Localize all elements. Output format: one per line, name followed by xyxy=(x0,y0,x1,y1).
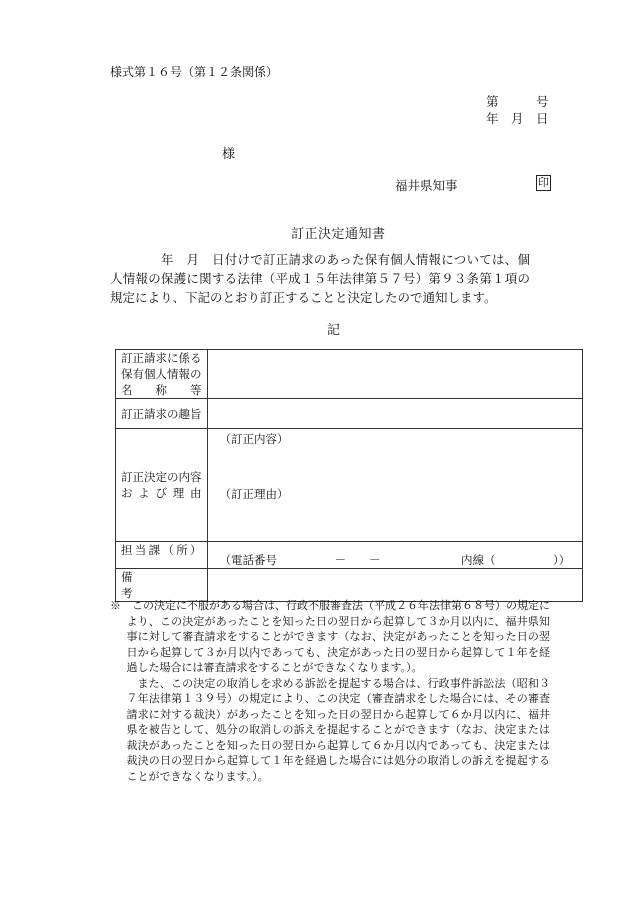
decision-content-label: 訂正決定の内容および理由 xyxy=(116,429,208,542)
note-appeal: ※ この決定に不服がある場合は、行政不服審査法（平成２６年法律第６８号）の規定により、この決定があったことを知った日の翌日から起算して３か月以内に、福井県知事に対して審査請求をすることができます（なお、決定があったことを知った日の翌日から起算して３か月以内であっても、決定があった日の翌日から起算して１年を経過した場合には審査請求をすることができなくなります。）。 xyxy=(110,599,550,674)
table-row xyxy=(116,350,583,399)
document-title: 訂正決定通知書 xyxy=(291,227,386,242)
body-paragraph: 年 月 日付けで訂正請求のあった保有個人情報については、個人情報の保護に関する法律（平成１５年法律第５７号）第９３条第１項の規定により、下記のとおり訂正することと決定したので通知します。 xyxy=(110,252,530,305)
recipient-honorific: 様 xyxy=(222,147,236,162)
remarks-value xyxy=(207,569,583,602)
request-purpose-value xyxy=(207,399,583,429)
department-label: 担当課（所） xyxy=(116,542,208,569)
issuer-name: 福井県知事 xyxy=(395,178,458,193)
correction-reason-label: （訂正理由） xyxy=(219,487,289,501)
seal-mark: 印 xyxy=(538,176,549,189)
table-row xyxy=(116,542,583,569)
document-number: 第 号 xyxy=(486,94,549,109)
table-row xyxy=(116,569,583,602)
info-name-label: 訂正請求に係る保有個人情報の名称等 xyxy=(116,350,208,399)
decision-table xyxy=(115,349,583,602)
decision-content-value xyxy=(207,429,583,542)
form-number: 様式第１６号（第１２条関係） xyxy=(110,65,279,79)
department-contact: （電話番号 － － 内線（ ）） xyxy=(207,542,583,569)
table-row xyxy=(116,399,583,429)
request-purpose-label: 訂正請求の趣旨 xyxy=(116,399,208,429)
notes-section xyxy=(110,598,550,784)
correction-content-label: （訂正内容） xyxy=(219,432,289,446)
document-date: 年 月 日 xyxy=(486,111,549,126)
info-name-value xyxy=(207,350,583,399)
table-row xyxy=(116,429,583,542)
ki-heading: 記 xyxy=(327,323,341,338)
remarks-label: 備 考 xyxy=(116,569,208,602)
note-lawsuit: また、この決定の取消しを求める訴訟を提起する場合は、行政事件訴訟法（昭和３７年法律第１３９号）の規定により、この決定（審査請求をした場合には、その審査請求に対する裁決）があったことを知った日の翌日から起算して６か月以内に、福井県を被告として、処分の取消しの訴えを提起することができます（なお、決定または裁決があったことを知った日の翌日から起算して６か月以内であっても、決定または裁決の日の翌日から起算して１年を経過した場合には処分の取消しの訴えを提起することができなくなります。）。 xyxy=(126,676,550,783)
